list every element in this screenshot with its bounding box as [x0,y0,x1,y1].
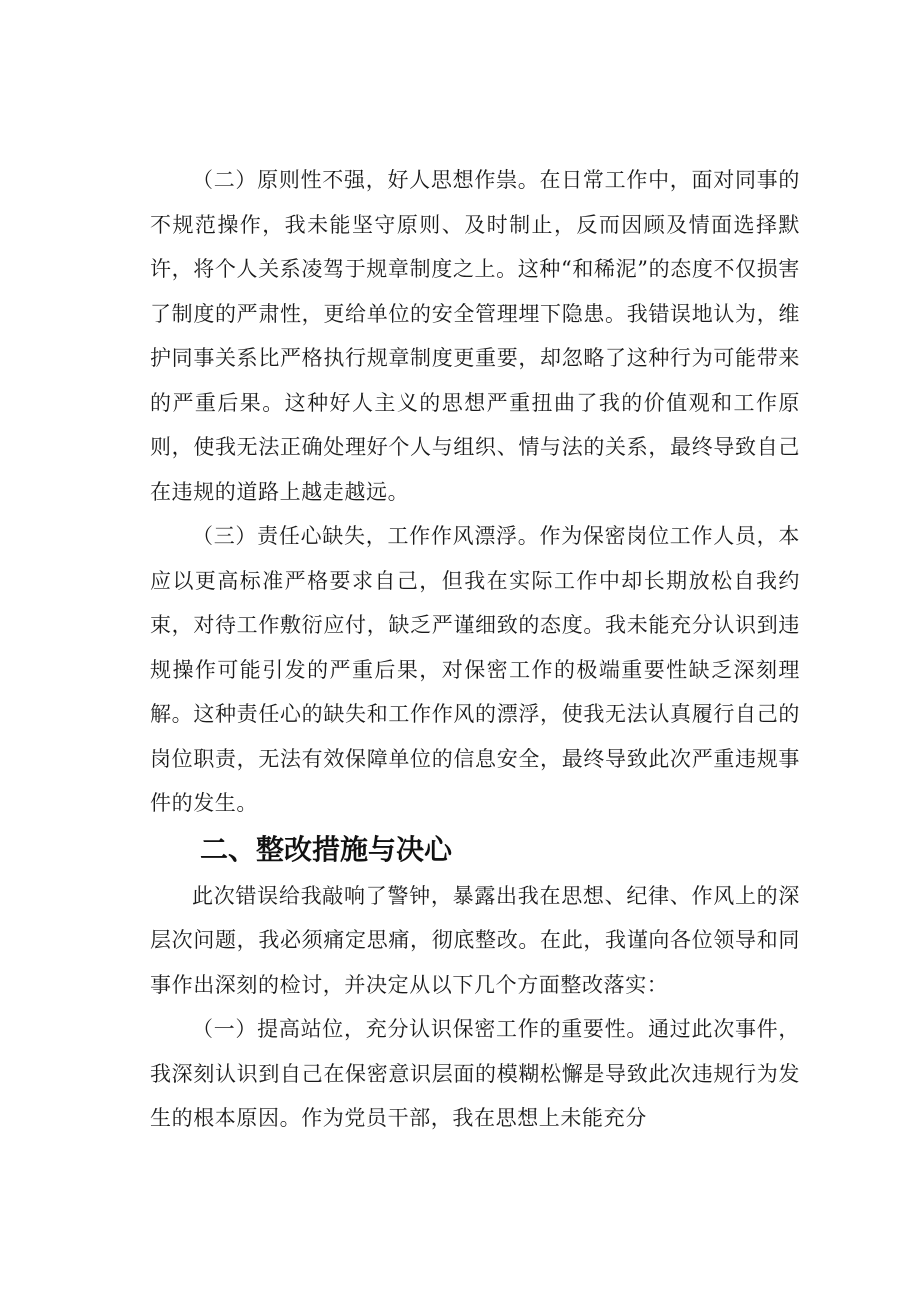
document-body [150,158,800,1141]
paragraph-raise-awareness: （一）提高站位，充分认识保密工作的重要性。通过此次事件，我深刻认识到自己在保密意识层面的模糊松懈是导致此次违规行为发生的根本原因。作为党员干部，我在思想上未能充分 [150,1017,800,1130]
paragraph-responsibility: （三）责任心缺失，工作作风漂浮。作为保密岗位工作人员，本应以更高标准严格要求自己，但我在实际工作中却长期放松自我约束，对待工作敷衍应付，缺乏严谨细致的态度。我未能充分认识到违规操作可能引发的严重后果，对保密工作的极端重要性缺乏深刻理解。这种责任心的缺失和工作作风的漂浮，使我无法认真履行自己的岗位职责，无法有效保障单位的信息安全，最终导致此次严重违规事件的发生。 [150,524,800,815]
paragraph-intro-rectification: 此次错误给我敲响了警钟，暴露出我在思想、纪律、作风上的深层次问题，我必须痛定思痛，彻底整改。在此，我谨向各位领导和同事作出深刻的检讨，并决定从以下几个方面整改落实： [150,883,800,997]
paragraph-principle: （二）原则性不强，好人思想作祟。在日常工作中，面对同事的不规范操作，我未能坚守原则、及时制止，反而因顾及情面选择默许，将个人关系凌驾于规章制度之上。这种“和稀泥”的态度不仅损害了制度的严肃性，更给单位的安全管理埋下隐患。我错误地认为，维护同事关系比严格执行规章制度更重要，却忽略了这种行为可能带来的严重后果。这种好人主义的思想严重扭曲了我的价值观和工作原则，使我无法正确处理好个人与组织、情与法的关系，最终导致自己在违规的道路上越走越远。 [150,168,800,504]
section-heading-rectification: 二、整改措施与决心 [200,832,453,866]
